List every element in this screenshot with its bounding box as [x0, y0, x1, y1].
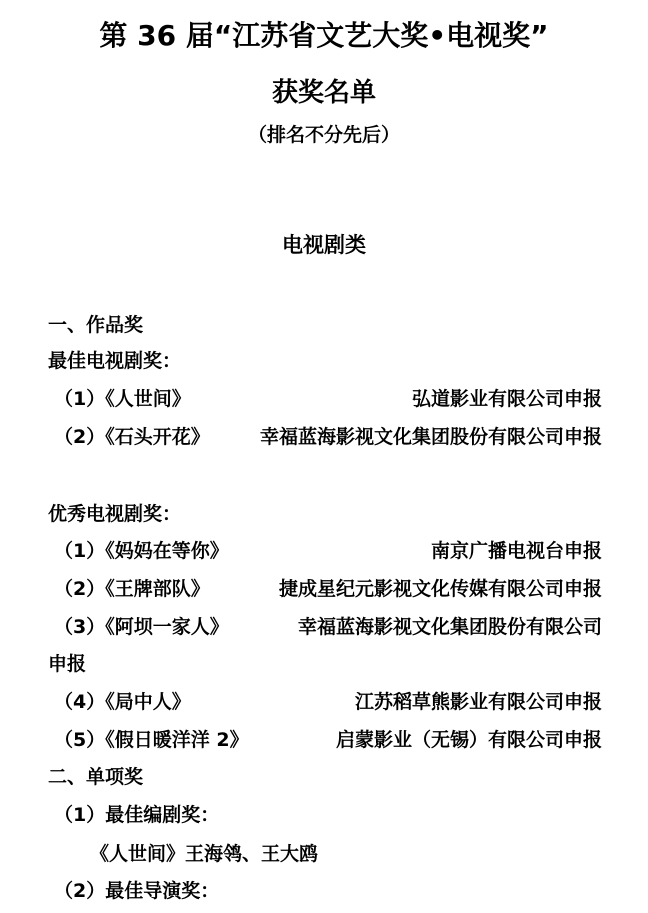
list-item [54, 390, 191, 409]
item-org: 启蒙影业（无锡）有限公司申报 [335, 729, 602, 751]
item-title: 《人世间》 [105, 388, 191, 410]
award-label: 最佳编剧奖： [105, 804, 220, 826]
item-org: 弘道影业有限公司申报 [411, 388, 602, 410]
item-number: （1） [54, 388, 106, 410]
section-heading-works: 一、作品奖 [48, 314, 144, 336]
item-number: （4） [54, 691, 106, 713]
item-number: （2） [54, 426, 106, 448]
list-item [54, 580, 210, 599]
item-number: （2） [54, 880, 106, 902]
document-title: 第 36 届“江苏省文艺大奖•电视奖” [99, 19, 549, 52]
item-org: 幸福蓝海影视文化集团股份有限公司 [297, 616, 602, 638]
item-org: 幸福蓝海影视文化集团股份有限公司申报 [259, 426, 602, 448]
item-number: （3） [54, 616, 106, 638]
award-detail: 《人世间》王海鸰、王大鸥 [90, 843, 319, 865]
item-number: （5） [54, 729, 106, 751]
item-title: 《石头开花》 [105, 426, 210, 448]
item-number: （1） [54, 804, 106, 826]
list-item [54, 693, 191, 712]
item-title: 《王牌部队》 [105, 578, 210, 600]
item-number: （1） [54, 540, 106, 562]
section-heading-individual: 二、单项奖 [48, 766, 144, 788]
list-item [54, 618, 229, 637]
document-subtitle: 获奖名单 [271, 78, 376, 108]
list-item [54, 731, 249, 750]
item-title: 《妈妈在等你》 [105, 540, 229, 562]
best-tv-drama-label: 最佳电视剧奖： [48, 350, 182, 372]
item-org: 南京广播电视台申报 [430, 540, 602, 562]
award-label: 最佳导演奖： [105, 880, 220, 902]
item-org-wrap: 申报 [48, 653, 87, 675]
item-org: 捷成星纪元影视文化传媒有限公司申报 [278, 578, 602, 600]
list-item [54, 428, 210, 447]
item-title: 《假日暖洋洋 2》 [105, 729, 249, 751]
list-item [54, 542, 229, 561]
category-heading: 电视剧类 [282, 233, 366, 257]
item-number: （2） [54, 578, 106, 600]
item-title: 《局中人》 [105, 691, 191, 713]
item-title: 《阿坝一家人》 [105, 616, 229, 638]
ranking-note: （排名不分先后） [247, 124, 400, 146]
excellent-tv-drama-label: 优秀电视剧奖： [48, 503, 182, 525]
list-item [54, 806, 219, 825]
item-org: 江苏稻草熊影业有限公司申报 [354, 691, 602, 713]
list-item [54, 882, 219, 901]
